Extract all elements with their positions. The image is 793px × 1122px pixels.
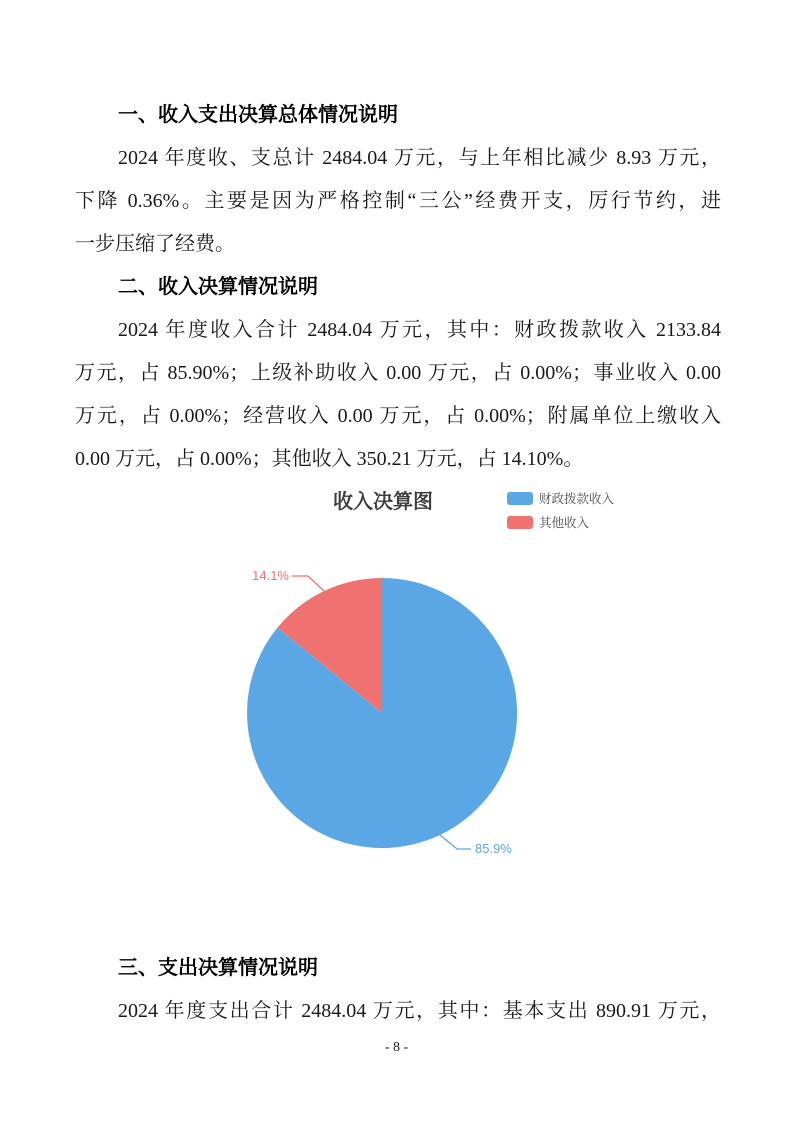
pie-chart-canvas (0, 481, 793, 947)
chart-title: 收入决算图 (333, 491, 433, 513)
section-1-line-2: 下降 0.36%。主要是因为严格控制“三公”经费开支，厉行节约，进 (75, 190, 721, 212)
legend-label-other-income: 其他收入 (539, 516, 590, 530)
section-2-line-2: 万元，占 85.90%；上级补助收入 0.00 万元，占 0.00%；事业收入 0.00 (75, 362, 721, 384)
section-1-line-3: 一步压缩了经费。 (75, 233, 235, 255)
pie-label-other-income-percent: 14.1% (252, 568, 289, 583)
section-2-line-3: 万元，占 0.00%；经营收入 0.00 万元，占 0.00%；附属单位上缴收入 (75, 405, 721, 427)
legend-swatch-other-income (507, 516, 533, 529)
section-2-line-4: 0.00 万元，占 0.00%；其他收入 350.21 万元，占 14.10%。 (75, 448, 584, 470)
section-3-heading: 三、支出决算情况说明 (118, 957, 318, 979)
page-number: - 8 - (384, 1040, 409, 1055)
section-2-line-1: 2024 年度收入合计 2484.04 万元，其中：财政拨款收入 2133.84 (118, 319, 721, 341)
section-1-heading: 一、收入支出决算总体情况说明 (118, 104, 398, 126)
income-pie-chart (0, 481, 793, 947)
chart-legend (507, 491, 615, 530)
legend-label-fiscal-appropriation: 财政拨款收入 (539, 492, 615, 506)
legend-swatch-fiscal-appropriation (507, 492, 533, 505)
section-1-line-1: 2024 年度收、支总计 2484.04 万元，与上年相比减少 8.93 万元， (118, 147, 721, 169)
section-3-line-1: 2024 年度支出合计 2484.04 万元，其中：基本支出 890.91 万元， (118, 1000, 721, 1022)
leader-line-other-income (292, 576, 324, 591)
expenditure-section (0, 947, 793, 1033)
pie-label-fiscal-appropriation-percent: 85.9% (475, 841, 512, 856)
leader-line-fiscal-appropriation (440, 835, 471, 849)
section-2-heading: 二、收入决算情况说明 (118, 276, 318, 298)
budget-overview-sections (0, 94, 793, 481)
